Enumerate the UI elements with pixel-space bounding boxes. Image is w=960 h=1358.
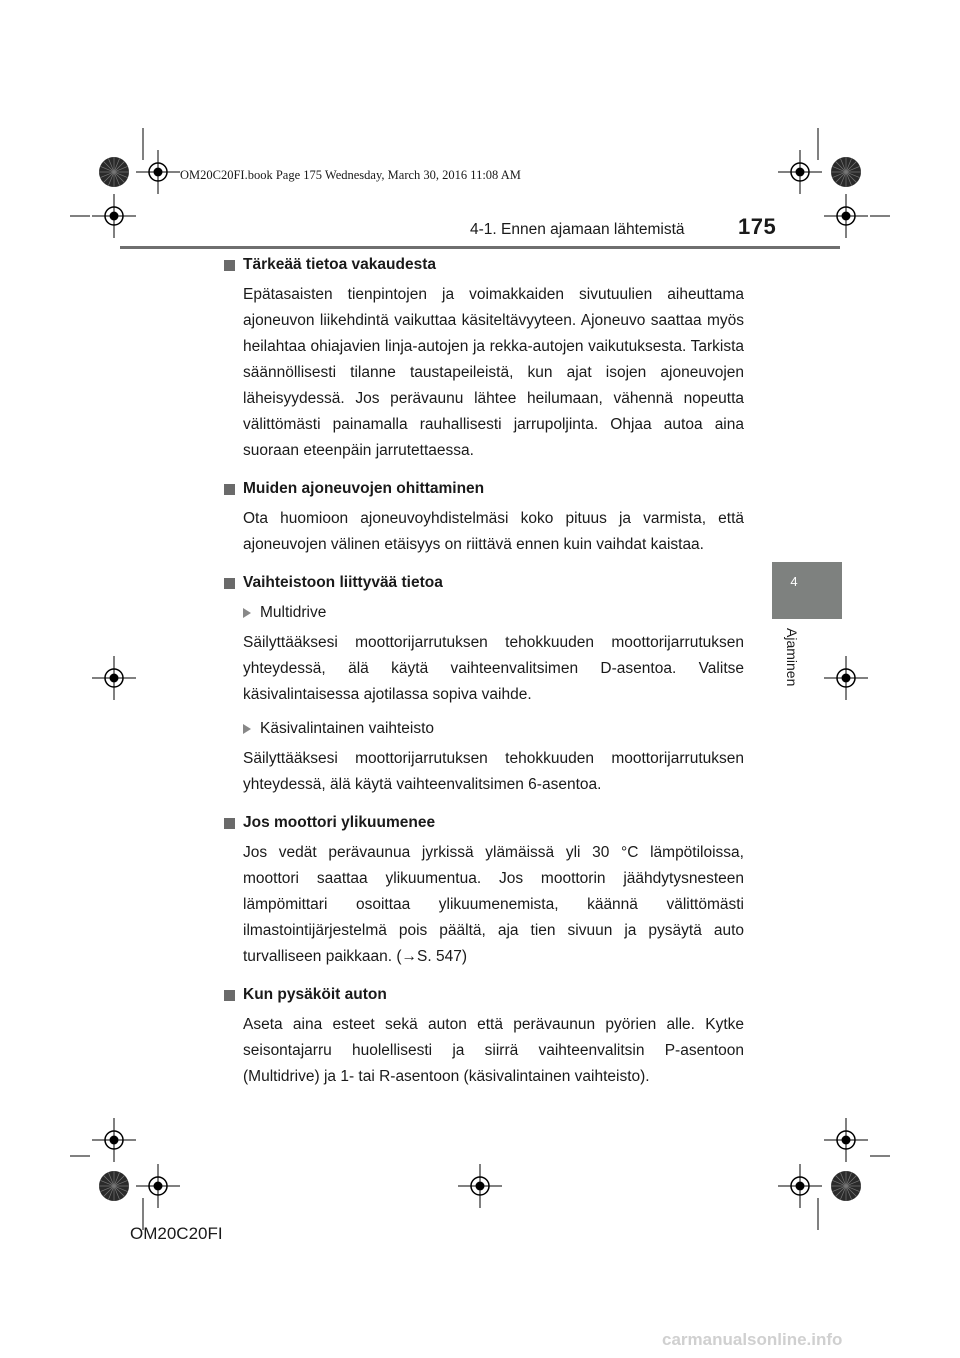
chapter-tab bbox=[772, 562, 842, 619]
square-bullet-icon bbox=[224, 484, 235, 495]
sub-heading: Käsivalintainen vaihteisto bbox=[260, 720, 435, 737]
section-overtaking bbox=[224, 478, 744, 558]
section-transmission bbox=[224, 572, 744, 798]
section-parking bbox=[224, 984, 744, 1090]
paragraph: Epätasaisten tienpintojen ja voimakkaiden sivutuulien aiheuttama ajoneuvon liikehdintä vaikuttaa käsiteltävyyteen. Ajoneuvo saattaa myös heilahtaa ohiajavien linja-autojen ja rekka-autojen vaikutuksesta. Tarkista säännöllisesti tilanne taustapeileistä, kun ajat isojen ajoneuvojen läheisyydessä. Jos perävaunu lähtee heilumaan, vähennä nopeutta välittömästi painamalla rauhallisesti jarrupoljinta. Ohjaa autoa aina suoraan eteenpäin jarrutettaessa. bbox=[243, 286, 744, 459]
paragraph: Jos vedät perävaunua jyrkissä ylämäissä yli 30 °C lämpötiloissa, moottori saattaa ylikuumentua. Jos moottorin jäähdytysnesteen lämpömittari osoittaa ylikuumenemista, käännä välittömästi ilmastointijärjestelmä pois päältä, aja tien sivuun ja pysäytä auto turvalliseen paikkaan. (→S. 547) bbox=[243, 844, 744, 965]
sub-heading: Multidrive bbox=[260, 604, 327, 621]
triangle-bullet-icon bbox=[243, 724, 251, 734]
paragraph: Säilyttääksesi moottorijarrutuksen tehokkuuden moottorijarrutuksen yhteydessä, älä käytä vaihteenvalitsimen 6-asentoa. bbox=[243, 750, 744, 793]
header-rule bbox=[120, 246, 840, 249]
document-code: OM20C20FI bbox=[130, 1224, 223, 1243]
chapter-number: 4 bbox=[790, 574, 798, 589]
triangle-bullet-icon bbox=[243, 608, 251, 618]
watermark: carmanualsonline.info bbox=[662, 1330, 843, 1349]
section-heading: Muiden ajoneuvojen ohittaminen bbox=[243, 480, 485, 497]
section-heading: Tärkeää tietoa vakaudesta bbox=[243, 256, 436, 273]
section-overheating bbox=[224, 812, 744, 970]
square-bullet-icon bbox=[224, 578, 235, 589]
page-number: 175 bbox=[738, 214, 777, 239]
running-head: 4-1. Ennen ajamaan lähtemistä bbox=[470, 221, 685, 238]
section-heading: Jos moottori ylikuumenee bbox=[243, 814, 436, 831]
chapter-label: Ajaminen bbox=[784, 628, 800, 687]
section-heading: Kun pysäköit auton bbox=[243, 986, 387, 1003]
paragraph: Aseta aina esteet sekä auton että perävaunun pyörien alle. Kytke seisontajarru huolellisesti ja siirrä vaihteenvalitsin P-asentoon (Multidrive) ja 1- tai R-asentoon (käsivalintainen vaihteisto). bbox=[243, 1016, 744, 1085]
paragraph: Ota huomioon ajoneuvoyhdistelmäsi koko pituus ja varmista, että ajoneuvojen välinen etäisyys on riittävä ennen kuin vaihdat kaistaa. bbox=[243, 510, 744, 553]
section-stability bbox=[224, 254, 744, 464]
section-heading: Vaihteistoon liittyvää tietoa bbox=[243, 574, 443, 591]
square-bullet-icon bbox=[224, 990, 235, 1001]
book-stamp: OM20C20FI.book Page 175 Wednesday, March 30, 2016 11:08 AM bbox=[180, 168, 521, 182]
square-bullet-icon bbox=[224, 818, 235, 829]
square-bullet-icon bbox=[224, 260, 235, 271]
main-content bbox=[224, 254, 744, 1104]
paragraph: Säilyttääksesi moottorijarrutuksen tehokkuuden moottorijarrutuksen yhteydessä, älä käytä vaihteenvalitsimen D-asentoa. Valitse käsivalintaisessa ajotilassa sopiva vaihde. bbox=[243, 634, 744, 703]
